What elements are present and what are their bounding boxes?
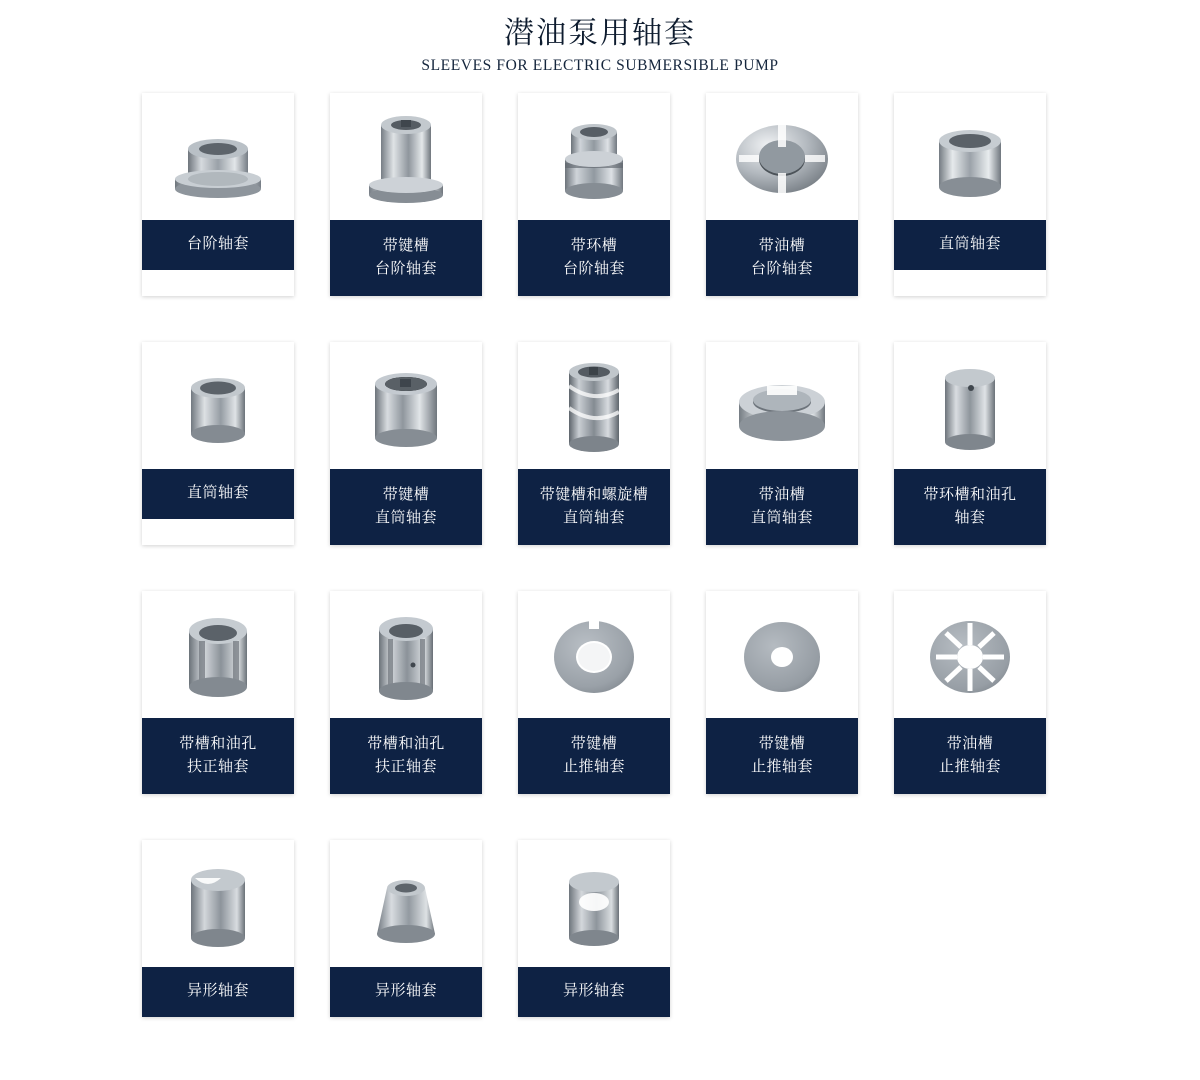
product-label-line: 台阶轴套 [186, 234, 249, 253]
product-row [142, 591, 1060, 794]
product-label-line: 异形轴套 [562, 981, 625, 1000]
product-label [142, 718, 294, 794]
straight-sleeve-icon [894, 93, 1046, 220]
product-card[interactable] [894, 342, 1046, 545]
product-label-line: 带油槽 [946, 733, 994, 752]
product-card[interactable] [330, 93, 482, 296]
product-label [706, 469, 858, 545]
product-label [142, 220, 294, 270]
product-label [706, 220, 858, 296]
special-shaped-sleeve-3-icon [518, 840, 670, 967]
product-label [518, 220, 670, 296]
product-card[interactable] [706, 342, 858, 545]
keyway-thrust-washer-icon [518, 591, 670, 718]
product-label [894, 220, 1046, 270]
product-label-line: 直筒轴套 [186, 483, 249, 502]
product-label-line: 止推轴套 [562, 757, 625, 775]
product-row [142, 342, 1060, 545]
product-label [518, 967, 670, 1017]
product-label-line: 带环槽和油孔 [923, 484, 1017, 503]
product-label [330, 469, 482, 545]
product-label-line: 扶正轴套 [374, 757, 437, 775]
product-card[interactable] [894, 591, 1046, 794]
product-label-line: 直筒轴套 [938, 234, 1001, 253]
product-label-line: 台阶轴套 [374, 259, 437, 277]
special-shaped-sleeve-1-icon [142, 840, 294, 967]
ring-groove-oil-hole-sleeve-icon [894, 342, 1046, 469]
product-card[interactable] [330, 342, 482, 545]
product-card[interactable] [706, 93, 858, 296]
product-card[interactable] [330, 591, 482, 794]
product-label-line: 直筒轴套 [750, 508, 813, 526]
keyway-thrust-disc-icon [706, 591, 858, 718]
product-card[interactable] [518, 93, 670, 296]
product-label [330, 220, 482, 296]
product-label-line: 扶正轴套 [186, 757, 249, 775]
product-label-line: 带油槽 [758, 235, 806, 254]
product-label [894, 469, 1046, 545]
oil-groove-straight-sleeve-icon [706, 342, 858, 469]
product-row [142, 840, 1060, 1017]
product-label-line: 带键槽 [382, 484, 430, 503]
special-shaped-sleeve-2-icon [330, 840, 482, 967]
product-grid [0, 93, 1200, 1017]
product-label-line: 带环槽 [570, 235, 618, 254]
product-card[interactable] [142, 93, 294, 296]
product-label-line: 台阶轴套 [562, 259, 625, 277]
product-label-line: 异形轴套 [186, 981, 249, 1000]
keyway-straight-sleeve-icon [330, 342, 482, 469]
product-label-line: 止推轴套 [938, 757, 1001, 775]
product-label [330, 718, 482, 794]
product-label-line: 带槽和油孔 [179, 733, 257, 752]
keyway-spiral-groove-sleeve-icon [518, 342, 670, 469]
product-label [706, 718, 858, 794]
product-label-line: 直筒轴套 [374, 508, 437, 526]
product-label-line: 带键槽 [570, 733, 618, 752]
oil-groove-thrust-washer-icon [894, 591, 1046, 718]
product-label-line: 带油槽 [758, 484, 806, 503]
product-label-line: 带键槽和螺旋槽 [539, 484, 649, 503]
product-label-line: 异形轴套 [374, 981, 437, 1000]
product-label-line: 带键槽 [382, 235, 430, 254]
product-label-line: 直筒轴套 [562, 508, 625, 526]
product-card[interactable] [518, 591, 670, 794]
product-label-line: 带槽和油孔 [367, 733, 445, 752]
product-label-line: 带键槽 [758, 733, 806, 752]
stepped-sleeve-icon [142, 93, 294, 220]
groove-oil-hole-centralizer-sleeve-icon [142, 591, 294, 718]
product-label [518, 718, 670, 794]
product-label-line: 台阶轴套 [750, 259, 813, 277]
product-row [142, 93, 1060, 296]
product-label [330, 967, 482, 1017]
product-label [518, 469, 670, 545]
product-card[interactable] [518, 342, 670, 545]
page-header [0, 0, 1200, 75]
product-label-line: 止推轴套 [750, 757, 813, 775]
oil-groove-stepped-sleeve-icon [706, 93, 858, 220]
ring-groove-stepped-sleeve-icon [518, 93, 670, 220]
page-title-cn: 潜油泵用轴套 [504, 16, 696, 51]
product-label [894, 718, 1046, 794]
product-label [142, 469, 294, 519]
product-card[interactable] [894, 93, 1046, 296]
groove-oil-hole-centralizer-sleeve-2-icon [330, 591, 482, 718]
product-label [142, 967, 294, 1017]
page-title-en: SLEEVES FOR ELECTRIC SUBMERSIBLE PUMP [421, 57, 779, 74]
product-card[interactable] [518, 840, 670, 1017]
straight-sleeve-plain-icon [142, 342, 294, 469]
keyway-stepped-sleeve-icon [330, 93, 482, 220]
product-card[interactable] [142, 342, 294, 545]
product-card[interactable] [706, 591, 858, 794]
product-label-line: 轴套 [954, 508, 986, 526]
product-card[interactable] [142, 840, 294, 1017]
product-card[interactable] [142, 591, 294, 794]
product-card[interactable] [330, 840, 482, 1017]
